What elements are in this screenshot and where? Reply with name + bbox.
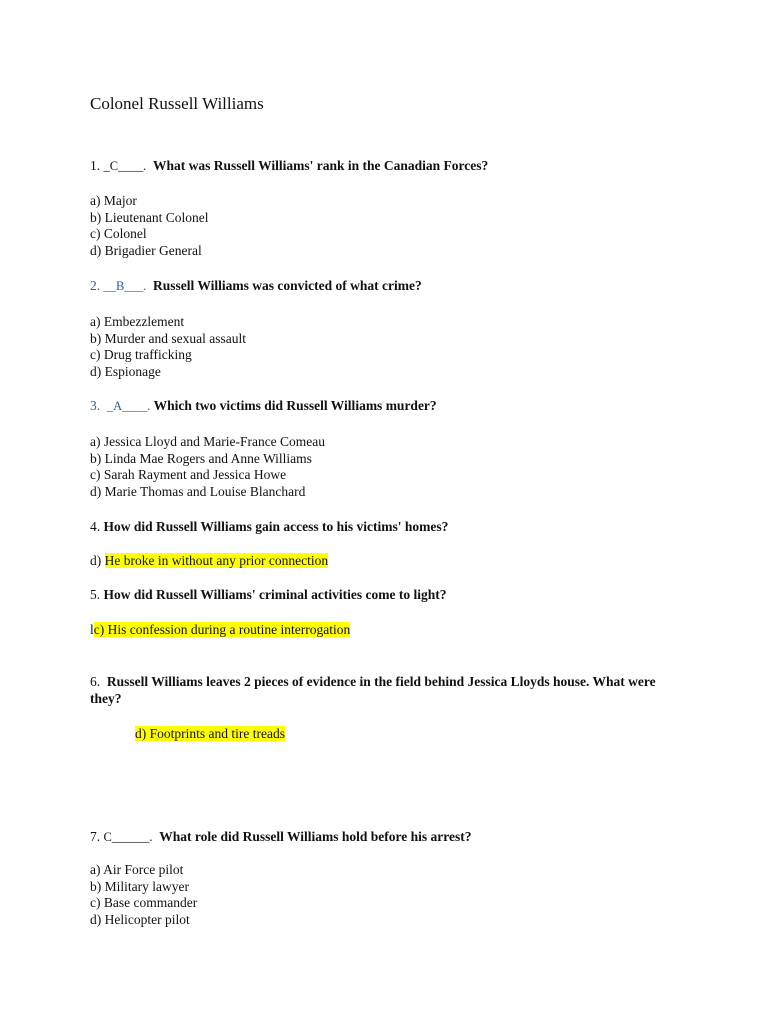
question-text: What role did Russell Williams hold before his arrest?	[159, 829, 472, 844]
highlighted-answer: d) Footprints and tire treads	[135, 726, 285, 741]
answer-prefix: d)	[90, 553, 102, 568]
option-item: c) Sarah Rayment and Jessica Howe	[90, 467, 287, 483]
option-item: b) Military lawyer	[90, 878, 189, 894]
question-number: 7.	[90, 829, 101, 844]
question-number: 1.	[90, 158, 101, 173]
answer-blank: C______.	[103, 830, 153, 844]
options-list-2	[90, 314, 246, 380]
question-text: How did Russell Williams gain access to his victims' homes?	[103, 519, 449, 534]
option-item: b) Lieutenant Colonel	[90, 209, 209, 225]
question-number: 2.	[90, 278, 101, 293]
answer-blank: __B___.	[103, 279, 147, 293]
question-text: How did Russell Williams' criminal activities come to light?	[103, 587, 447, 602]
answer-prefix: l	[90, 622, 94, 637]
question-6	[90, 673, 690, 707]
option-item: c) Drug trafficking	[90, 347, 192, 363]
question-3	[90, 397, 437, 415]
option-item: a) Jessica Lloyd and Marie-France Comeau	[90, 434, 326, 449]
question-text: Russell Williams leaves 2 pieces of evidence in the field behind Jessica Lloyds house. What were they?	[90, 674, 656, 706]
option-item: c) Colonel	[90, 226, 147, 242]
option-item: a) Embezzlement	[90, 314, 185, 329]
question-4	[90, 518, 448, 535]
option-item: a) Major	[90, 193, 137, 208]
option-item: b) Linda Mae Rogers and Anne Williams	[90, 450, 312, 466]
option-item: d) Helicopter pilot	[90, 911, 190, 927]
answer-blank: _A____.	[106, 399, 151, 413]
question-number: 6.	[90, 674, 101, 689]
question-number: 4.	[90, 519, 101, 534]
option-item: d) Espionage	[90, 363, 161, 379]
answer-5	[90, 621, 350, 638]
option-item: d) Marie Thomas and Louise Blanchard	[90, 483, 306, 499]
question-1	[90, 157, 488, 175]
highlighted-answer: c) His confession during a routine interrogation	[93, 622, 351, 637]
option-item: c) Base commander	[90, 895, 198, 911]
document-title: Colonel Russell Williams	[90, 94, 264, 113]
answer-blank: _C____.	[103, 159, 147, 173]
question-text: Russell Williams was convicted of what crime?	[152, 278, 422, 293]
answer-4	[90, 552, 328, 569]
question-7	[90, 828, 472, 846]
question-5	[90, 586, 447, 603]
highlighted-answer: He broke in without any prior connection	[104, 553, 329, 568]
option-item: a) Air Force pilot	[90, 862, 184, 877]
options-list-1	[90, 193, 208, 259]
option-item: b) Murder and sexual assault	[90, 330, 246, 346]
options-list-3	[90, 434, 325, 500]
question-text: Which two victims did Russell Williams murder?	[153, 398, 437, 413]
answer-6	[135, 725, 285, 742]
question-2	[90, 277, 422, 295]
option-item: d) Brigadier General	[90, 242, 202, 258]
options-list-7	[90, 862, 197, 928]
question-text: What was Russell Williams' rank in the Canadian Forces?	[152, 158, 489, 173]
question-number: 3.	[90, 398, 101, 413]
question-number: 5.	[90, 587, 101, 602]
